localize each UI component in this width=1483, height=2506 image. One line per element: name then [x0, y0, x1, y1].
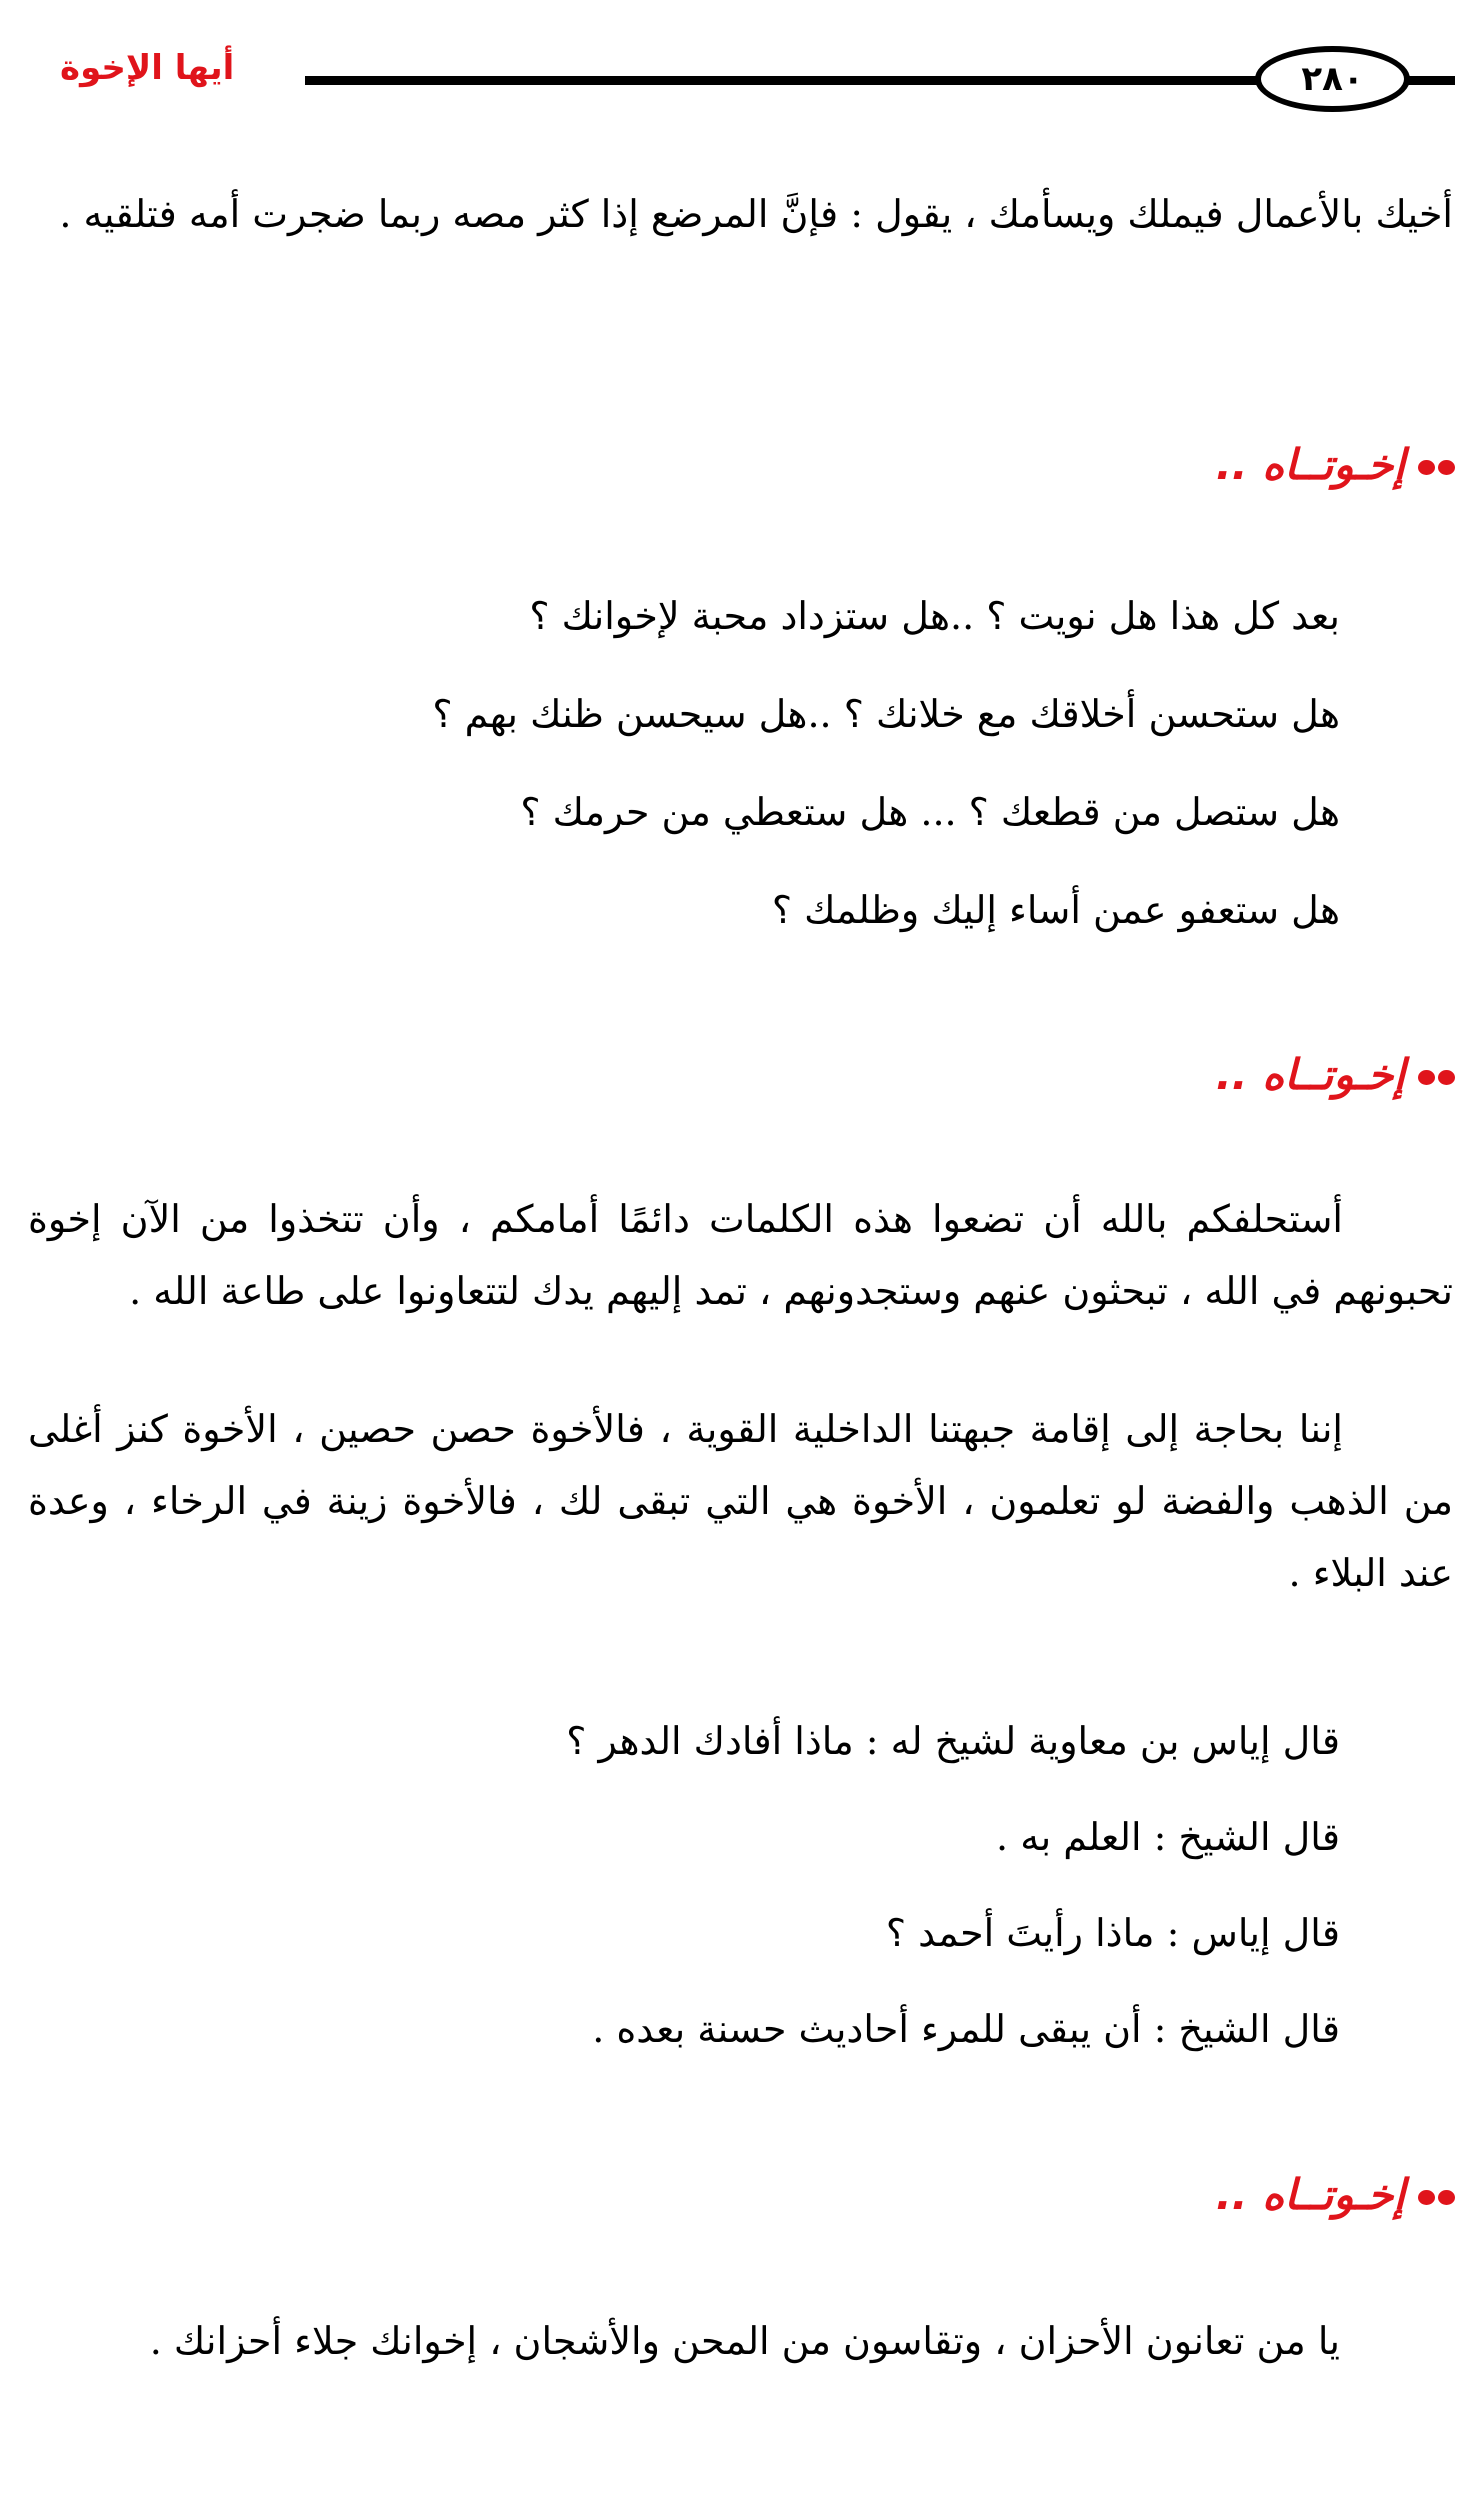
intro-paragraph: أخيك بالأعمال فيملك ويسأمك ، يقول : فإنَّ المرضع إذا كثر مصه ربما ضجرت أمه فتلقيه . [59, 192, 1453, 236]
heading-bullet-icon [1415, 2170, 1455, 2219]
dialogue-line: قال إياس : ماذا رأيتَ أحمد ؟ [885, 1911, 1340, 1955]
page-number-frame [1255, 46, 1410, 112]
dialogue-line: قال الشيخ : العلم به . [996, 1815, 1340, 1859]
section-heading: إخـوتــاه .. [1216, 440, 1455, 489]
page-number: ٢٨٠ [1301, 59, 1364, 99]
dialogue-line: قال الشيخ : أن يبقى للمرء أحاديث حسنة بعده . [592, 2007, 1340, 2051]
closing-line: يا من تعانون الأحزان ، وتقاسون من المحن والأشجان ، إخوانك جلاء أحزانك . [149, 2319, 1340, 2363]
heading-bullet-icon [1415, 440, 1455, 489]
body-paragraph: أستحلفكم بالله أن تضعوا هذه الكلمات دائمًا أمامكم ، وأن تتخذوا من الآن إخوة تحبونهم في الله ، تبحثون عنهم وستجدونهم ، تمد إليهم يدك لتتعاونوا على طاعة الله . [28, 1197, 1453, 1313]
dialogue-line: قال إياس بن معاوية لشيخ له : ماذا أفادك الدهر ؟ [566, 1719, 1340, 1763]
question-line: هل ستصل من قطعك ؟ ... هل ستعطي من حرمك ؟ [520, 790, 1340, 834]
page-header [60, 38, 1455, 118]
question-line: بعد كل هذا هل نويت ؟ ..هل ستزداد محبة لإخوانك ؟ [529, 594, 1340, 638]
running-title: أيها الإخوة [60, 48, 235, 88]
question-line: هل ستحسن أخلاقك مع خلانك ؟ ..هل سيحسن ظنك بهم ؟ [432, 692, 1340, 736]
header-rule [305, 76, 1265, 85]
heading-bullet-icon [1415, 1050, 1455, 1099]
section-heading: إخـوتــاه .. [1216, 1050, 1455, 1099]
question-line: هل ستعفو عمن أساء إليك وظلمك ؟ [771, 888, 1340, 932]
header-rule-end [1405, 76, 1455, 85]
body-paragraph: إننا بحاجة إلى إقامة جبهتنا الداخلية القوية ، فالأخوة حصن حصين ، الأخوة كنز أغلى من الذهب والفضة لو تعلمون ، الأخوة هي التي تبقى لك ، فالأخوة زينة في الرخاء ، وعدة عند البلاء . [28, 1407, 1453, 1595]
section-heading: إخـوتــاه .. [1216, 2170, 1455, 2219]
